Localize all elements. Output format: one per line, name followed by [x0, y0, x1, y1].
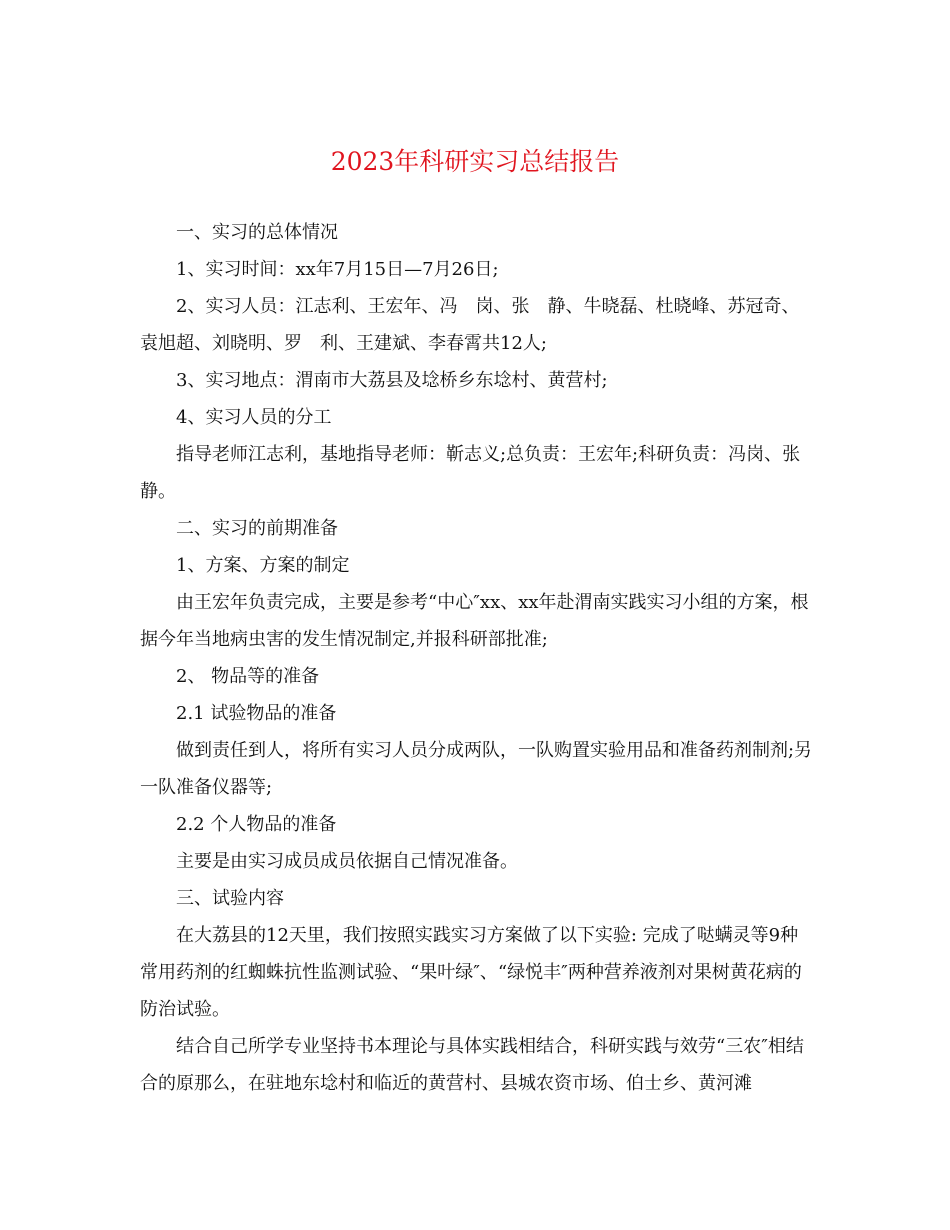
paragraph-test-items-heading: 2.1 试验物品的准备 — [176, 703, 337, 724]
paragraph-internship-members: 2、实习人员：江志利、王宏年、冯 岗、张 静、牛晓磊、杜晓峰、苏冠奇、袁旭超、刘晓明、罗 利、王建斌、李春霄共12人; — [140, 296, 800, 354]
paragraph-division-detail: 指导老师江志利，基地指导老师：靳志义;总负责：王宏年;科研负责：冯岗、张 静。 — [140, 444, 819, 502]
paragraph-internship-location: 3、实习地点：渭南市大荔县及埝桥乡东埝村、黄营村; — [176, 370, 608, 391]
section-heading-preparation: 二、实习的前期准备 — [176, 518, 338, 539]
paragraph-division-heading: 4、实习人员的分工 — [176, 407, 332, 428]
section-heading-overview: 一、实习的总体情况 — [176, 222, 338, 243]
paragraph-internship-time: 1、实习时间：xx年7月15日—7月26日; — [176, 259, 499, 280]
section-heading-experiments: 三、试验内容 — [176, 888, 284, 909]
paragraph-personal-items-detail: 主要是由实习成员成员依据自己情况准备。 — [176, 851, 518, 872]
document-body — [140, 214, 819, 1102]
paragraph-test-items-detail: 做到责任到人，将所有实习人员分成两队，一队购置实验用品和准备药剂制剂;另一队准备仪器等; — [140, 740, 813, 798]
paragraph-practice-detail: 结合自己所学专业坚持书本理论与具体实践相结合，科研实践与效劳“三农″相结合的原那么，在驻地东埝村和临近的黄营村、县城农资市场、伯士乡、黄河滩 — [140, 1036, 804, 1094]
paragraph-plan-heading: 1、方案、方案的制定 — [176, 555, 350, 576]
paragraph-experiments-detail: 在大荔县的12天里，我们按照实践实习方案做了以下实验: 完成了哒螨灵等9种常用药剂的红蜘蛛抗性监测试验、“果叶绿″、“绿悦丰″两种营养液剂对果树黄花病的防治试验。 — [140, 925, 802, 1020]
paragraph-items-heading: 2、 物品等的准备 — [176, 666, 320, 687]
paragraph-plan-detail: 由王宏年负责完成，主要是参考“中心″xx、xx年赴渭南实践实习小组的方案，根据今年当地病虫害的发生情况制定,并报科研部批准; — [140, 592, 809, 650]
document-title: 2023年科研实习总结报告 — [330, 147, 620, 176]
paragraph-personal-items-heading: 2.2 个人物品的准备 — [176, 814, 337, 835]
